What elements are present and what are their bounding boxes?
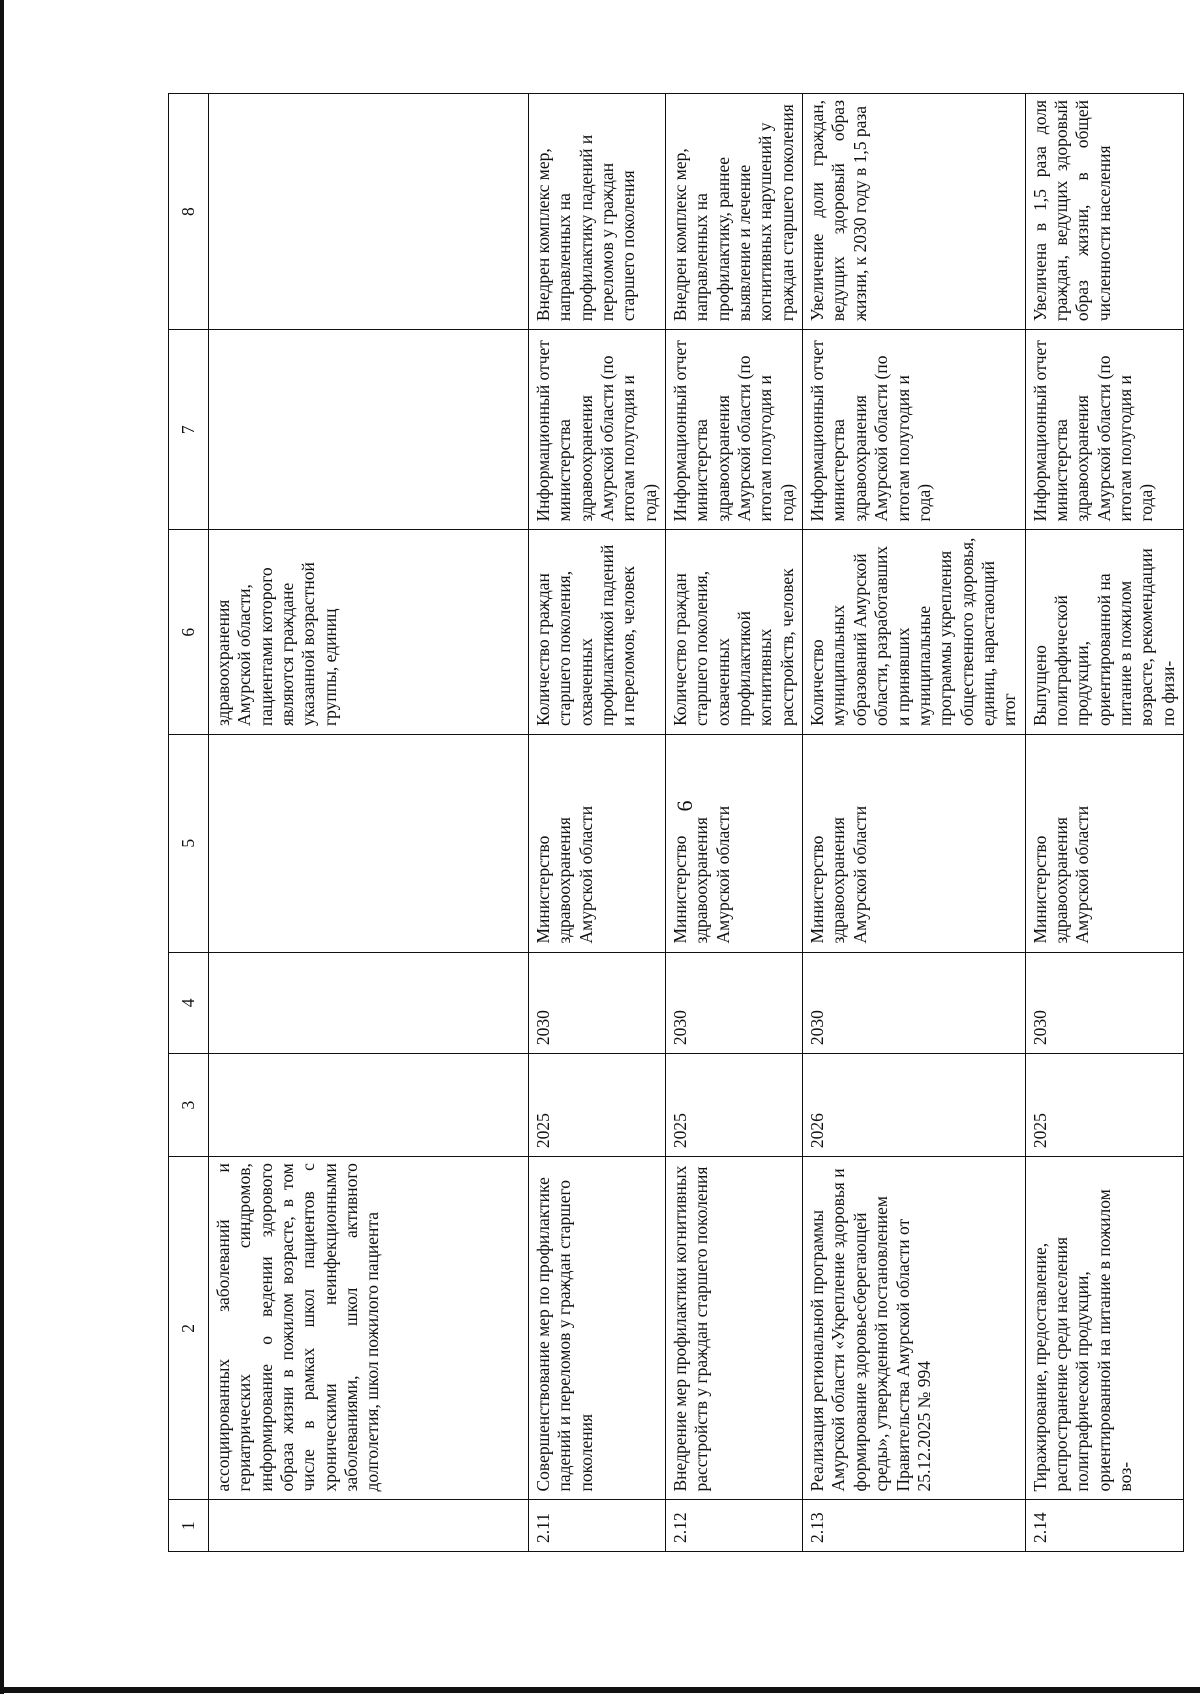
table-row	[529, 94, 666, 1552]
page-number: 6	[672, 800, 697, 812]
indicator-cell: Количество граждан старшего поколения, охваченных профилактикой когнитивных расстройств, человек	[666, 530, 803, 735]
rotated-table-sheet	[168, 93, 1178, 1552]
indicator-cell: Выпущено полиграфической продукции, ориентированной на питание в пожилом возрасте, рекомендации по физи-	[1025, 530, 1183, 735]
executor-cell	[209, 735, 529, 952]
header-cell: 6	[169, 530, 209, 735]
end-year-cell: 2030	[1025, 952, 1183, 1054]
event-cell: Внедрение мер профилактики когнитивных расстройств у граждан старшего поколения	[666, 1157, 803, 1500]
result-cell: Увеличение доли граждан, ведущих здоровый образ жизни, к 2030 году в 1,5 раза	[803, 94, 1025, 330]
row-number-cell: 2.11	[529, 1500, 666, 1552]
row-number-cell: 2.12	[666, 1500, 803, 1552]
indicator-cell: здравоохранения Амурской области, пациентами которого являются граждане указанной возрастной группы, единиц	[209, 530, 529, 735]
indicator-cell: Количество граждан старшего поколения, охваченных профилактикой падений и переломов, человек	[529, 530, 666, 735]
table-row	[1025, 94, 1183, 1552]
header-cell: 3	[169, 1054, 209, 1157]
report-cell: Информационный отчет министерства здравоохранения Амурской области (по итогам полугодия и года)	[1025, 330, 1183, 530]
start-year-cell: 2025	[1025, 1054, 1183, 1157]
row-number-cell	[209, 1500, 529, 1552]
start-year-cell: 2025	[529, 1054, 666, 1157]
header-cell: 8	[169, 94, 209, 330]
start-year-cell: 2026	[803, 1054, 1025, 1157]
executor-cell: Министерство здравоохранения Амурской области	[529, 735, 666, 952]
event-cell: Реализация региональной программы Амурской области «Укрепление здоровья и формирование здоровьесберегающей среды», утвержденной постановлением Правительства Амурской области от 25.12.2025 № 994	[803, 1157, 1025, 1500]
result-cell: Внедрен комплекс мер, направленных на профилактику падений и переломов у граждан старшего поколения	[529, 94, 666, 330]
end-year-cell: 2030	[666, 952, 803, 1054]
header-cell: 5	[169, 735, 209, 952]
event-cell: Совершенствование мер по профилактике падений и переломов у граждан старшего поколения	[529, 1157, 666, 1500]
start-year-cell: 2025	[666, 1054, 803, 1157]
event-cell: Тиражирование, предоставление, распространение среди населения полиграфической продукции, ориентированной на питание в пожилом воз-	[1025, 1157, 1183, 1500]
end-year-cell: 2030	[529, 952, 666, 1054]
start-year-cell	[209, 1054, 529, 1157]
end-year-cell: 2030	[803, 952, 1025, 1054]
row-number-cell: 2.14	[1025, 1500, 1183, 1552]
table-row	[209, 94, 529, 1552]
plan-table	[168, 93, 1184, 1552]
header-cell: 4	[169, 952, 209, 1054]
result-cell	[209, 94, 529, 330]
indicator-cell: Количество муниципальных образований Амурской области, разработавших и принявших муниципальные программы укрепления общественного здоровья, единиц, нарастающий итог	[803, 530, 1025, 735]
executor-cell: Министерство здравоохранения Амурской области	[666, 735, 803, 952]
table-row	[666, 94, 803, 1552]
report-cell	[209, 330, 529, 530]
executor-cell: Министерство здравоохранения Амурской области	[803, 735, 1025, 952]
report-cell: Информационный отчет министерства здравоохранения Амурской области (по итогам полугодия и года)	[666, 330, 803, 530]
report-cell: Информационный отчет министерства здравоохранения Амурской области (по итогам полугодия и года)	[803, 330, 1025, 530]
table-row	[803, 94, 1025, 1552]
event-cell: ассоциированных заболеваний и гериатрических синдромов, информирование о ведении здорового образа жизни в пожилом возрасте, в том числе в рамках школ пациентов с хроническими неинфекционными заболеваниями, школ активного долголетия, школ пожилого пациента	[209, 1157, 529, 1500]
table-header-row	[169, 94, 209, 1552]
result-cell: Увеличена в 1,5 раза доля граждан, ведущих здоровый образ жизни, в общей численности населения	[1025, 94, 1183, 330]
row-number-cell: 2.13	[803, 1500, 1025, 1552]
header-cell: 1	[169, 1500, 209, 1552]
header-cell: 2	[169, 1157, 209, 1500]
end-year-cell	[209, 952, 529, 1054]
result-cell: Внедрен комплекс мер, направленных на профилактику, раннее выявление и лечение когнитивных нарушений у граждан старшего поколения	[666, 94, 803, 330]
report-cell: Информационный отчет министерства здравоохранения Амурской области (по итогам полугодия и года)	[529, 330, 666, 530]
header-cell: 7	[169, 330, 209, 530]
executor-cell: Министерство здравоохранения Амурской области	[1025, 735, 1183, 952]
